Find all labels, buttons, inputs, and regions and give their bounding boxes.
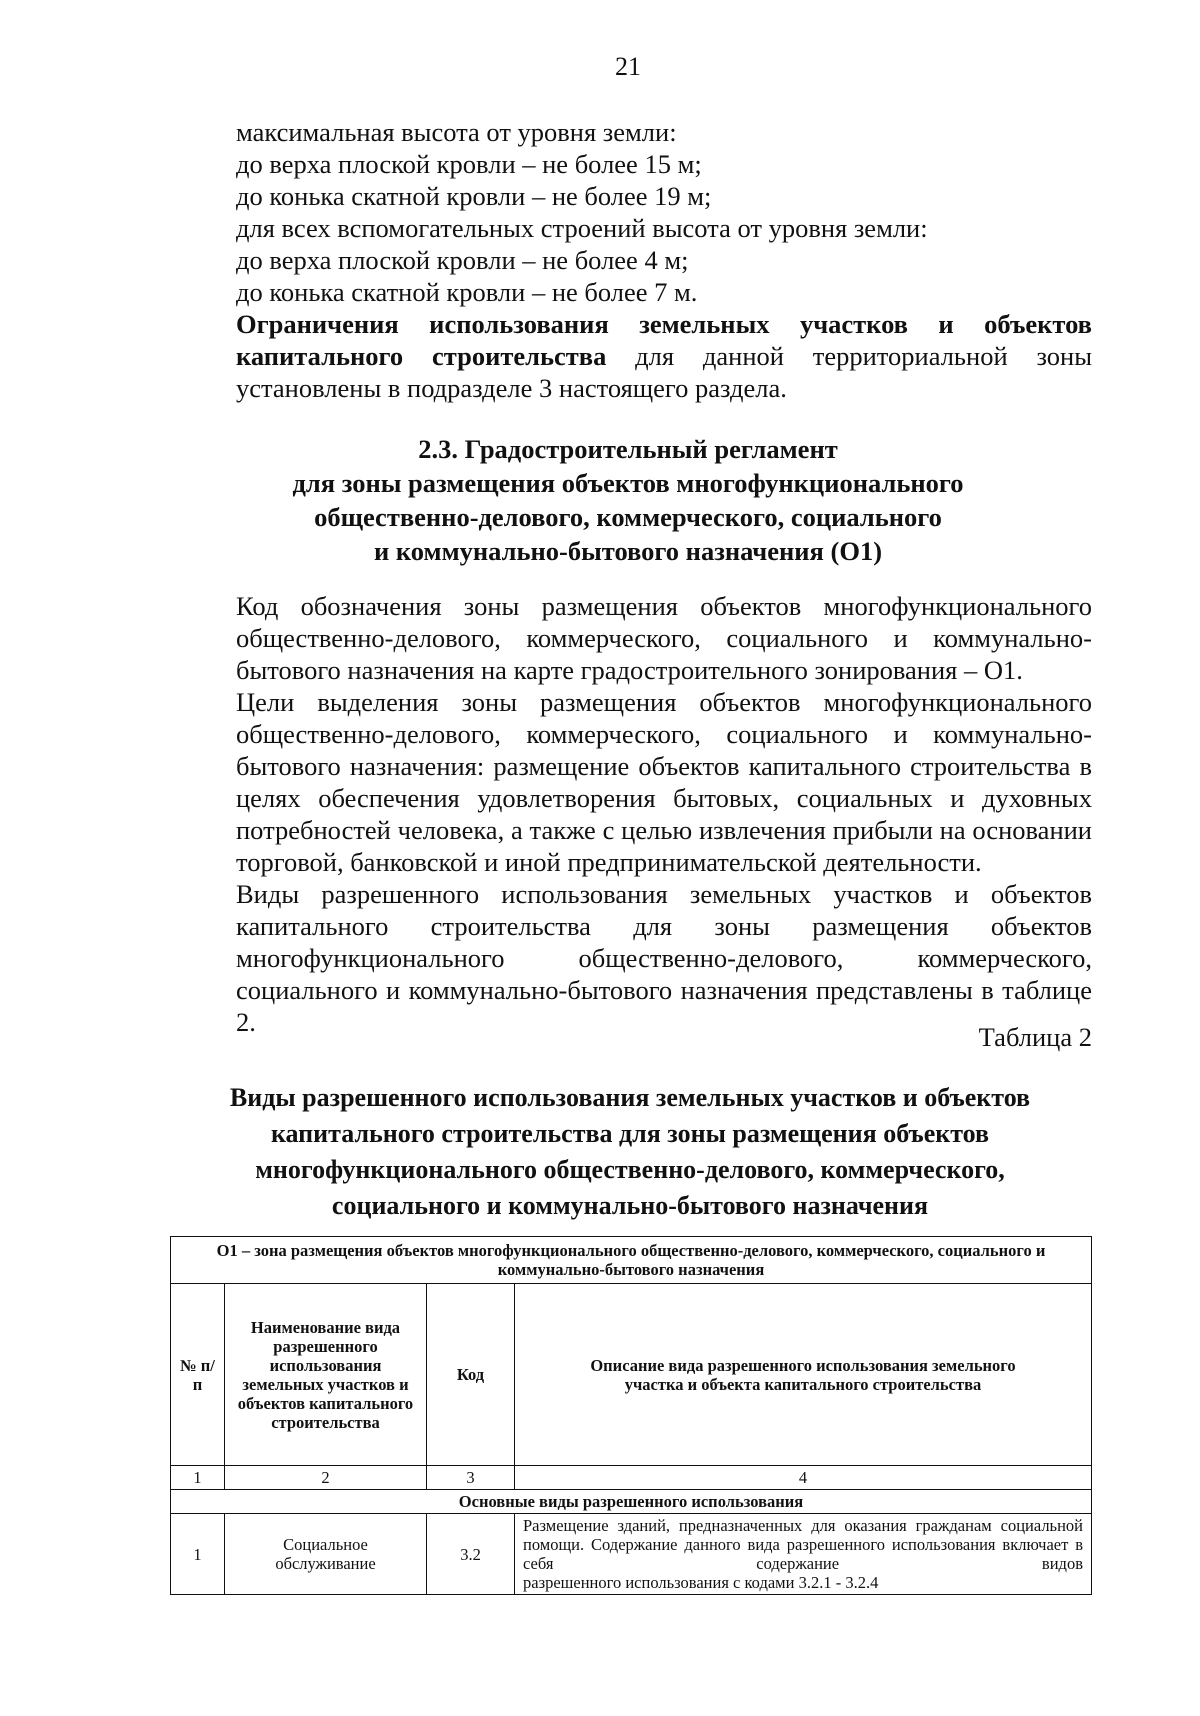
- code-paragraph: Код обозначения зоны размещения объектов многофункционального общественно-делового, коммерческого, социального и коммунально-бытового назначения на карте градостроительного зонирования – О1.: [236, 591, 1092, 685]
- row-description-last: разрешенного использования с кодами 3.2.1 - 3.2.4: [523, 1573, 879, 1592]
- column-header-row: [171, 1284, 1092, 1466]
- zone-header: О1 – зона размещения объектов многофункционального общественно-делового, коммерческого, социального и коммунально-бытового назначения: [171, 1237, 1092, 1284]
- height-line: до верха плоской кровли – не более 4 м;: [236, 245, 689, 275]
- types-paragraph: Виды разрешенного использования земельных участков и объектов капитального строительства для зоны размещения объектов многофункционального общественно-делового, коммерческого, социального и коммунально-бытового назначения представлены в таблице 2.: [236, 879, 1092, 1037]
- table-caption: Таблица 2: [978, 1022, 1092, 1052]
- restrictions-bold: Ограничения использования земельных участков и объектов капитального строительства: [236, 309, 1092, 371]
- goals-paragraph: Цели выделения зоны размещения объектов многофункционального общественно-делового, коммерческого, социального и коммунально-бытового назначения: размещение объектов капитального строительства в целях обеспечения удовлетворения бытовых, социальных и духовных потребностей человека, а также с целью извлечения прибыли на основании торговой, банковской и иной предпринимательской деятельности.: [236, 687, 1092, 877]
- column-number-row: [171, 1466, 1092, 1490]
- col-header-desc: Описание вида разрешенного использования земельного участка и объекта капитального строительства: [515, 1284, 1092, 1466]
- section-heading-line: общественно-делового, коммерческого, социального: [314, 502, 942, 532]
- row-name: Социальное обслуживание: [225, 1514, 427, 1595]
- row-num: 1: [171, 1514, 225, 1595]
- table-title-line: капитального строительства для зоны размещения объектов: [270, 1119, 990, 1148]
- col-number: 4: [515, 1466, 1092, 1490]
- height-line: до верха плоской кровли – не более 15 м;: [236, 149, 702, 179]
- height-line: максимальная высота от уровня земли:: [236, 117, 677, 147]
- section-heading-line: и коммунально-бытового назначения (О1): [373, 536, 883, 566]
- section-heading: [164, 432, 1092, 568]
- col-number: 2: [225, 1466, 427, 1490]
- height-line: для всех вспомогательных строений высота от уровня земли:: [236, 213, 928, 243]
- height-line: до конька скатной кровли – не более 19 м;: [236, 181, 712, 211]
- col-number: 3: [427, 1466, 515, 1490]
- table-row: [171, 1514, 1092, 1595]
- section-heading-line: для зоны размещения объектов многофункционального: [292, 468, 964, 498]
- col-header-code: Код: [427, 1284, 515, 1466]
- permitted-use-table: [170, 1236, 1092, 1595]
- section-heading-line: 2.3. Градостроительный регламент: [418, 434, 838, 464]
- table-title-line: многофункционального общественно-делового, коммерческого,: [255, 1155, 1005, 1184]
- restrictions-rest: для данной территориальной зоны установлены в подразделе 3 настоящего раздела.: [236, 341, 1092, 403]
- table-title: [160, 1080, 1100, 1224]
- col-number: 1: [171, 1466, 225, 1490]
- row-code: 3.2: [427, 1514, 515, 1595]
- section-row: [171, 1490, 1092, 1514]
- section-row-label: Основные виды разрешенного использования: [171, 1490, 1092, 1514]
- table-title-line: социального и коммунально-бытового назначения: [331, 1191, 929, 1220]
- height-limits: [164, 116, 1092, 404]
- col-header-name: Наименование вида разрешенного использования земельных участков и объектов капитального строительства: [225, 1284, 427, 1466]
- col-header-num: № п/п: [171, 1284, 225, 1466]
- height-line: до конька скатной кровли – не более 7 м.: [236, 277, 698, 307]
- row-description-main: Размещение зданий, предназначенных для оказания гражданам социальной помощи. Содержание данного вида разрешенного использования включает в себя содержание видов: [523, 1516, 1083, 1573]
- body-paragraphs: [164, 590, 1092, 1038]
- page-number: 21: [615, 52, 641, 81]
- zone-header-row: [171, 1237, 1092, 1284]
- restrictions-paragraph: [164, 308, 1092, 404]
- row-description: [515, 1514, 1092, 1595]
- table-title-line: Виды разрешенного использования земельных участков и объектов: [229, 1083, 1031, 1112]
